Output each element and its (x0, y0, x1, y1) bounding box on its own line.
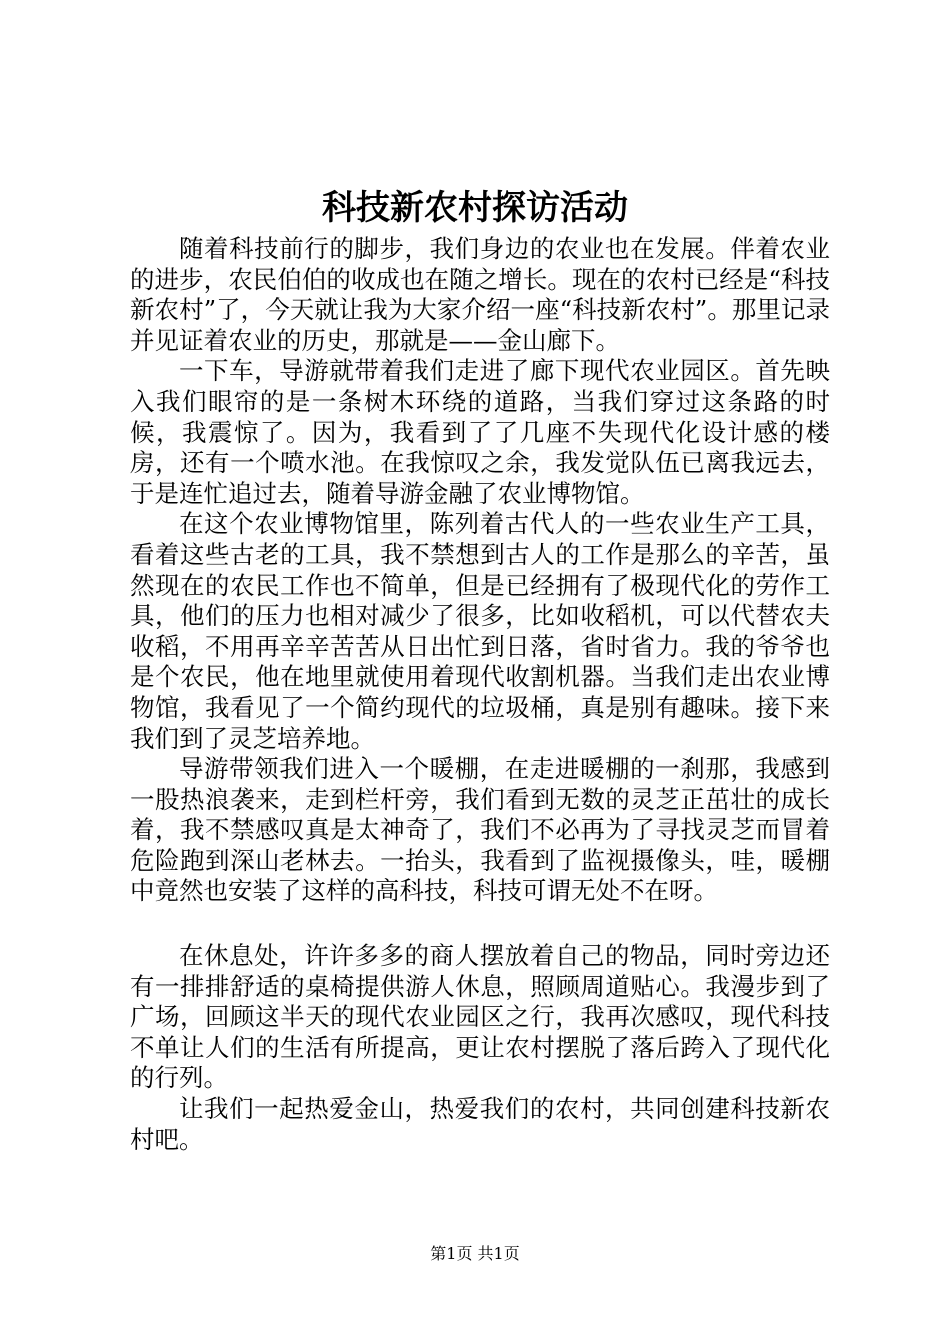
paragraph-4: 导游带领我们进入一个暖棚，在走进暖棚的一刹那，我感到一股热浪袭来，走到栏杆旁，我们看到无数的灵芝正茁壮的成长着，我不禁感叹真是太神奇了，我们不必再为了寻找灵芝而冒着危险跑到深山老林去。一抬头，我看到了监视摄像头，哇，暖棚中竟然也安装了这样的高科技，科技可谓无处不在呀。 (130, 754, 830, 906)
paragraph-2: 一下车，导游就带着我们走进了廊下现代农业园区。首先映入我们眼帘的是一条树木环绕的道路，当我们穿过这条路的时候，我震惊了。因为，我看到了了几座不失现代化设计感的楼房，还有一个喷水池。在我惊叹之余，我发觉队伍已离我远去，于是连忙追过去，随着导游金融了农业博物馆。 (130, 356, 830, 508)
document-title: 科技新农村探访活动 (322, 188, 628, 228)
paragraph-5: 在休息处，许许多多的商人摆放着自己的物品，同时旁边还有一排排舒适的桌椅提供游人休息，照顾周道贴心。我漫步到了广场，回顾这半天的现代农业园区之行，我再次感叹，现代科技不单让人们的生活有所提高，更让农村摆脱了落后跨入了现代化的行列。 (130, 941, 830, 1093)
paragraph-6: 让我们一起热爱金山，热爱我们的农村，共同创建科技新农村吧。 (130, 1094, 830, 1154)
paragraph-1: 随着科技前行的脚步，我们身边的农业也在发展。伴着农业的进步，农民伯伯的收成也在随之增长。现在的农村已经是“科技新农村”了，今天就让我为大家介绍一座“科技新农村”。那里记录并见证着农业的历史，那就是——金山廊下。 (130, 234, 830, 355)
document-body (130, 234, 830, 1155)
paragraph-3: 在这个农业博物馆里，陈列着古代人的一些农业生产工具，看着这些古老的工具，我不禁想到古人的工作是那么的辛苦，虽然现在的农民工作也不简单，但是已经拥有了极现代化的劳作工具，他们的压力也相对减少了很多，比如收稻机，可以代替农夫收稻，不用再辛辛苦苦从日出忙到日落，省时省力。我的爷爷也是个农民，他在地里就使用着现代收割机器。当我们走出农业博物馆，我看见了一个简约现代的垃圾桶，真是别有趣味。接下来我们到了灵芝培养地。 (130, 509, 830, 753)
page-number-footer: 第1页 共1页 (430, 1244, 520, 1263)
